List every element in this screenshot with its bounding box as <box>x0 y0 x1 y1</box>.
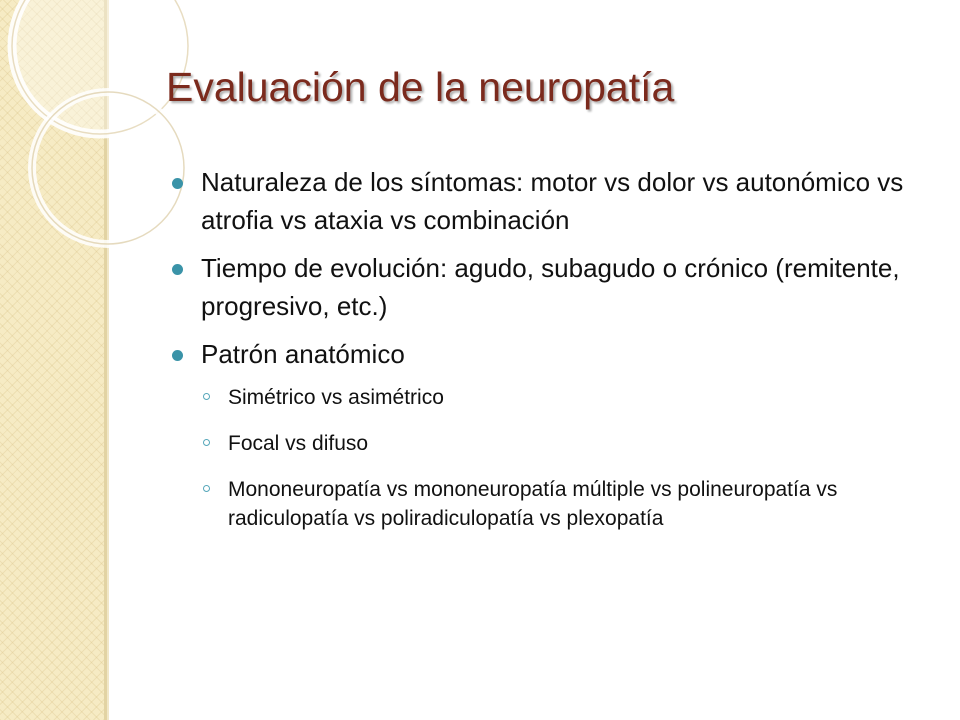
sub-bullet-text: Focal vs difuso <box>228 432 369 455</box>
bullet-text: Naturaleza de los síntomas: motor vs dolor vs autonómico vs atrofia vs ataxia vs combinación <box>201 167 904 235</box>
slide-content <box>172 163 932 550</box>
sub-bullet-item <box>201 475 932 533</box>
bullet-item <box>172 335 932 373</box>
sub-bullet-text: Simétrico vs asimétrico <box>228 386 444 409</box>
sub-bullet-item <box>201 429 932 458</box>
bullet-marker-icon <box>172 264 183 275</box>
bullet-marker-icon <box>172 178 183 189</box>
bullet-item <box>172 163 932 239</box>
sub-bullet-text: Mononeuropatía vs mononeuropatía múltiple vs polineuropatía vs radiculopatía vs poliradiculopatía vs plexopatía <box>228 478 838 530</box>
sub-bullet-marker-icon <box>203 393 210 400</box>
bullet-text: Patrón anatómico <box>201 339 405 369</box>
sub-bullet-marker-icon <box>203 439 210 446</box>
bullet-item <box>172 249 932 325</box>
bullet-marker-icon <box>172 350 183 361</box>
bullet-text: Tiempo de evolución: agudo, subagudo o crónico (remitente, progresivo, etc.) <box>201 253 900 321</box>
sub-bullet-list <box>201 383 932 533</box>
sub-bullet-marker-icon <box>203 485 210 492</box>
sub-bullet-item <box>201 383 932 412</box>
slide-title: Evaluación de la neuropatía <box>166 64 675 110</box>
